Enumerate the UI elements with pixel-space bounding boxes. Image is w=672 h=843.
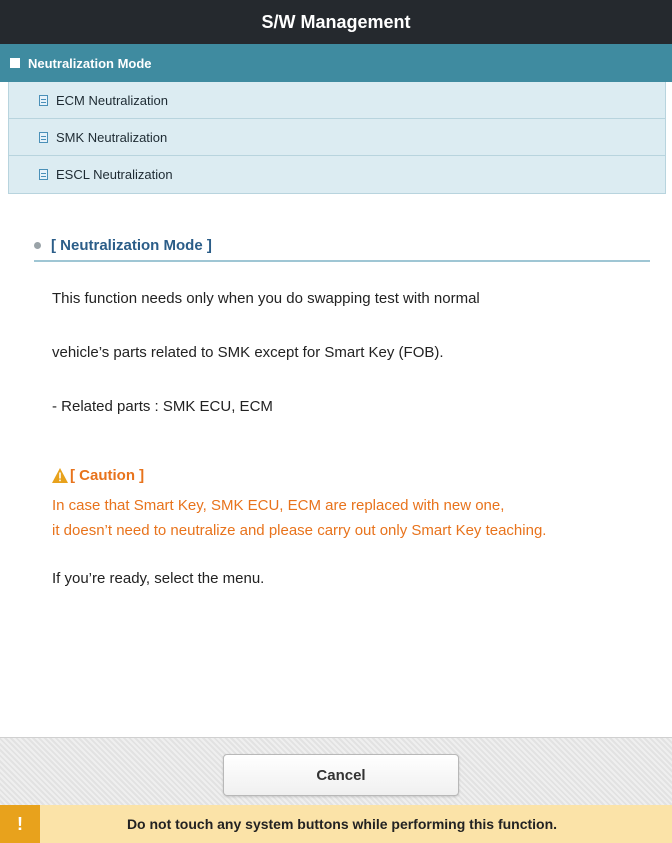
menu-header[interactable]: [0, 44, 672, 82]
description-line-1: This function needs only when you do swapping test with normal: [52, 290, 480, 307]
menu-item-label: ECM Neutralization: [56, 92, 168, 108]
menu-list: [8, 82, 666, 194]
warning-triangle-icon: [52, 468, 68, 483]
menu-item-escl-neutralization[interactable]: [9, 156, 665, 193]
caution-line-1: In case that Smart Key, SMK ECU, ECM are replaced with new one,: [52, 497, 505, 514]
square-bullet-icon: [10, 58, 20, 68]
menu-item-ecm-neutralization[interactable]: [9, 82, 665, 119]
section-title-label: [ Neutralization Mode ]: [51, 236, 212, 254]
window-title: S/W Management: [0, 0, 672, 44]
caution-heading: [52, 467, 144, 484]
document-icon: [39, 95, 48, 106]
caution-title: [ Caution ]: [70, 467, 145, 484]
menu-item-label: SMK Neutralization: [56, 129, 168, 145]
related-parts: - Related parts : SMK ECU, ECM: [52, 398, 273, 415]
button-bar: [0, 737, 672, 805]
warning-text: Do not touch any system buttons while performing this function.: [126, 816, 558, 832]
document-icon: [39, 169, 48, 180]
exclamation-icon: !: [0, 805, 40, 843]
document-icon: [39, 132, 48, 143]
menu-header-label: Neutralization Mode: [28, 55, 152, 71]
menu-item-smk-neutralization[interactable]: [9, 119, 665, 156]
bullet-icon: [34, 242, 41, 249]
section-title: [34, 230, 650, 262]
menu-item-label: ESCL Neutralization: [56, 167, 173, 182]
caution-line-2: it doesn’t need to neutralize and please carry out only Smart Key teaching.: [52, 522, 547, 539]
description-line-2: vehicle’s parts related to SMK except for Smart Key (FOB).: [52, 344, 444, 361]
ready-instruction: If you’re ready, select the menu.: [52, 570, 265, 587]
warning-bar: [0, 805, 672, 843]
cancel-button[interactable]: Cancel: [223, 754, 459, 796]
